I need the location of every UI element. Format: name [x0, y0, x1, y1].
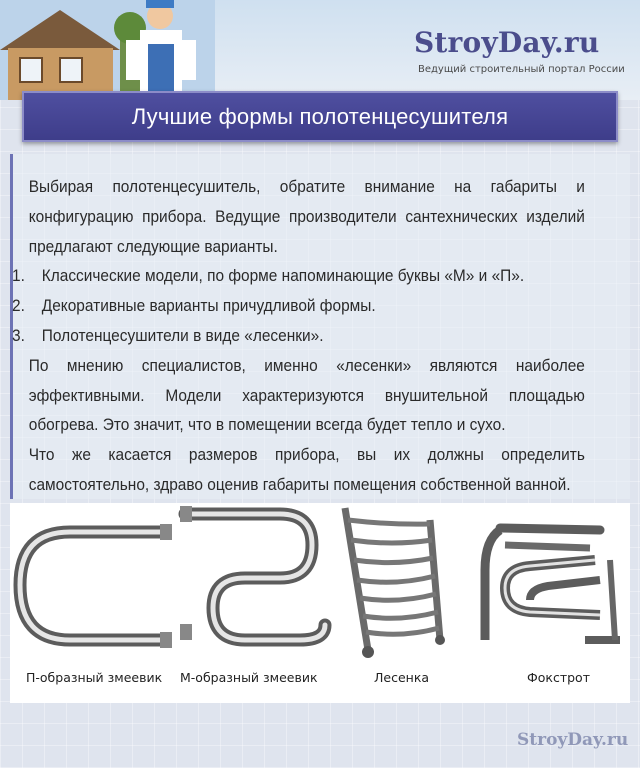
list-text: Полотенцесушители в виде «лесенки».: [41, 325, 324, 345]
ladder-rail-icon: [345, 508, 445, 658]
product-caption: М-образный змеевик: [180, 670, 318, 685]
effectiveness-paragraph: По мнению специалистов, именно «лесенки» являются наиболее эффективными. Модели характеризуются внушительной площадью обогрева. Это значит, что в помещении всегда будет тепло и сухо.: [28, 355, 585, 435]
brand-logo[interactable]: StroyDay.ru: [414, 26, 600, 59]
page-title: Лучшие формы полотенцесушителя: [131, 103, 509, 129]
list-text: Классические модели, по форме напоминающие буквы «М» и «П».: [41, 266, 525, 286]
foxtrot-rail-icon: [485, 528, 620, 640]
watermark-logo: StroyDay.ru: [517, 730, 629, 750]
product-caption: Фокстрот: [527, 670, 590, 685]
brand-tagline: Ведущий строительный портал России: [418, 64, 625, 75]
list-text: Декоративные варианты причудливой формы.: [41, 296, 376, 316]
list-number: 2.: [12, 296, 25, 316]
product-caption: Лесенка: [374, 670, 430, 685]
p-shaped-rail-icon: [20, 524, 172, 648]
m-shaped-rail-icon: [180, 506, 325, 640]
product-caption: П-образный змеевик: [26, 670, 163, 685]
size-paragraph: Что же касается размеров прибора, вы их должны определить самостоятельно, здраво оценив габариты помещения собственной ванной.: [28, 445, 585, 494]
intro-paragraph: Выбирая полотенцесушитель, обратите внимание на габариты и конфигурацию прибора. Ведущие производители сантехнических изделий предлагают следующие варианты.: [28, 177, 585, 256]
list-number: 1.: [12, 266, 25, 286]
list-number: 3.: [12, 325, 25, 345]
